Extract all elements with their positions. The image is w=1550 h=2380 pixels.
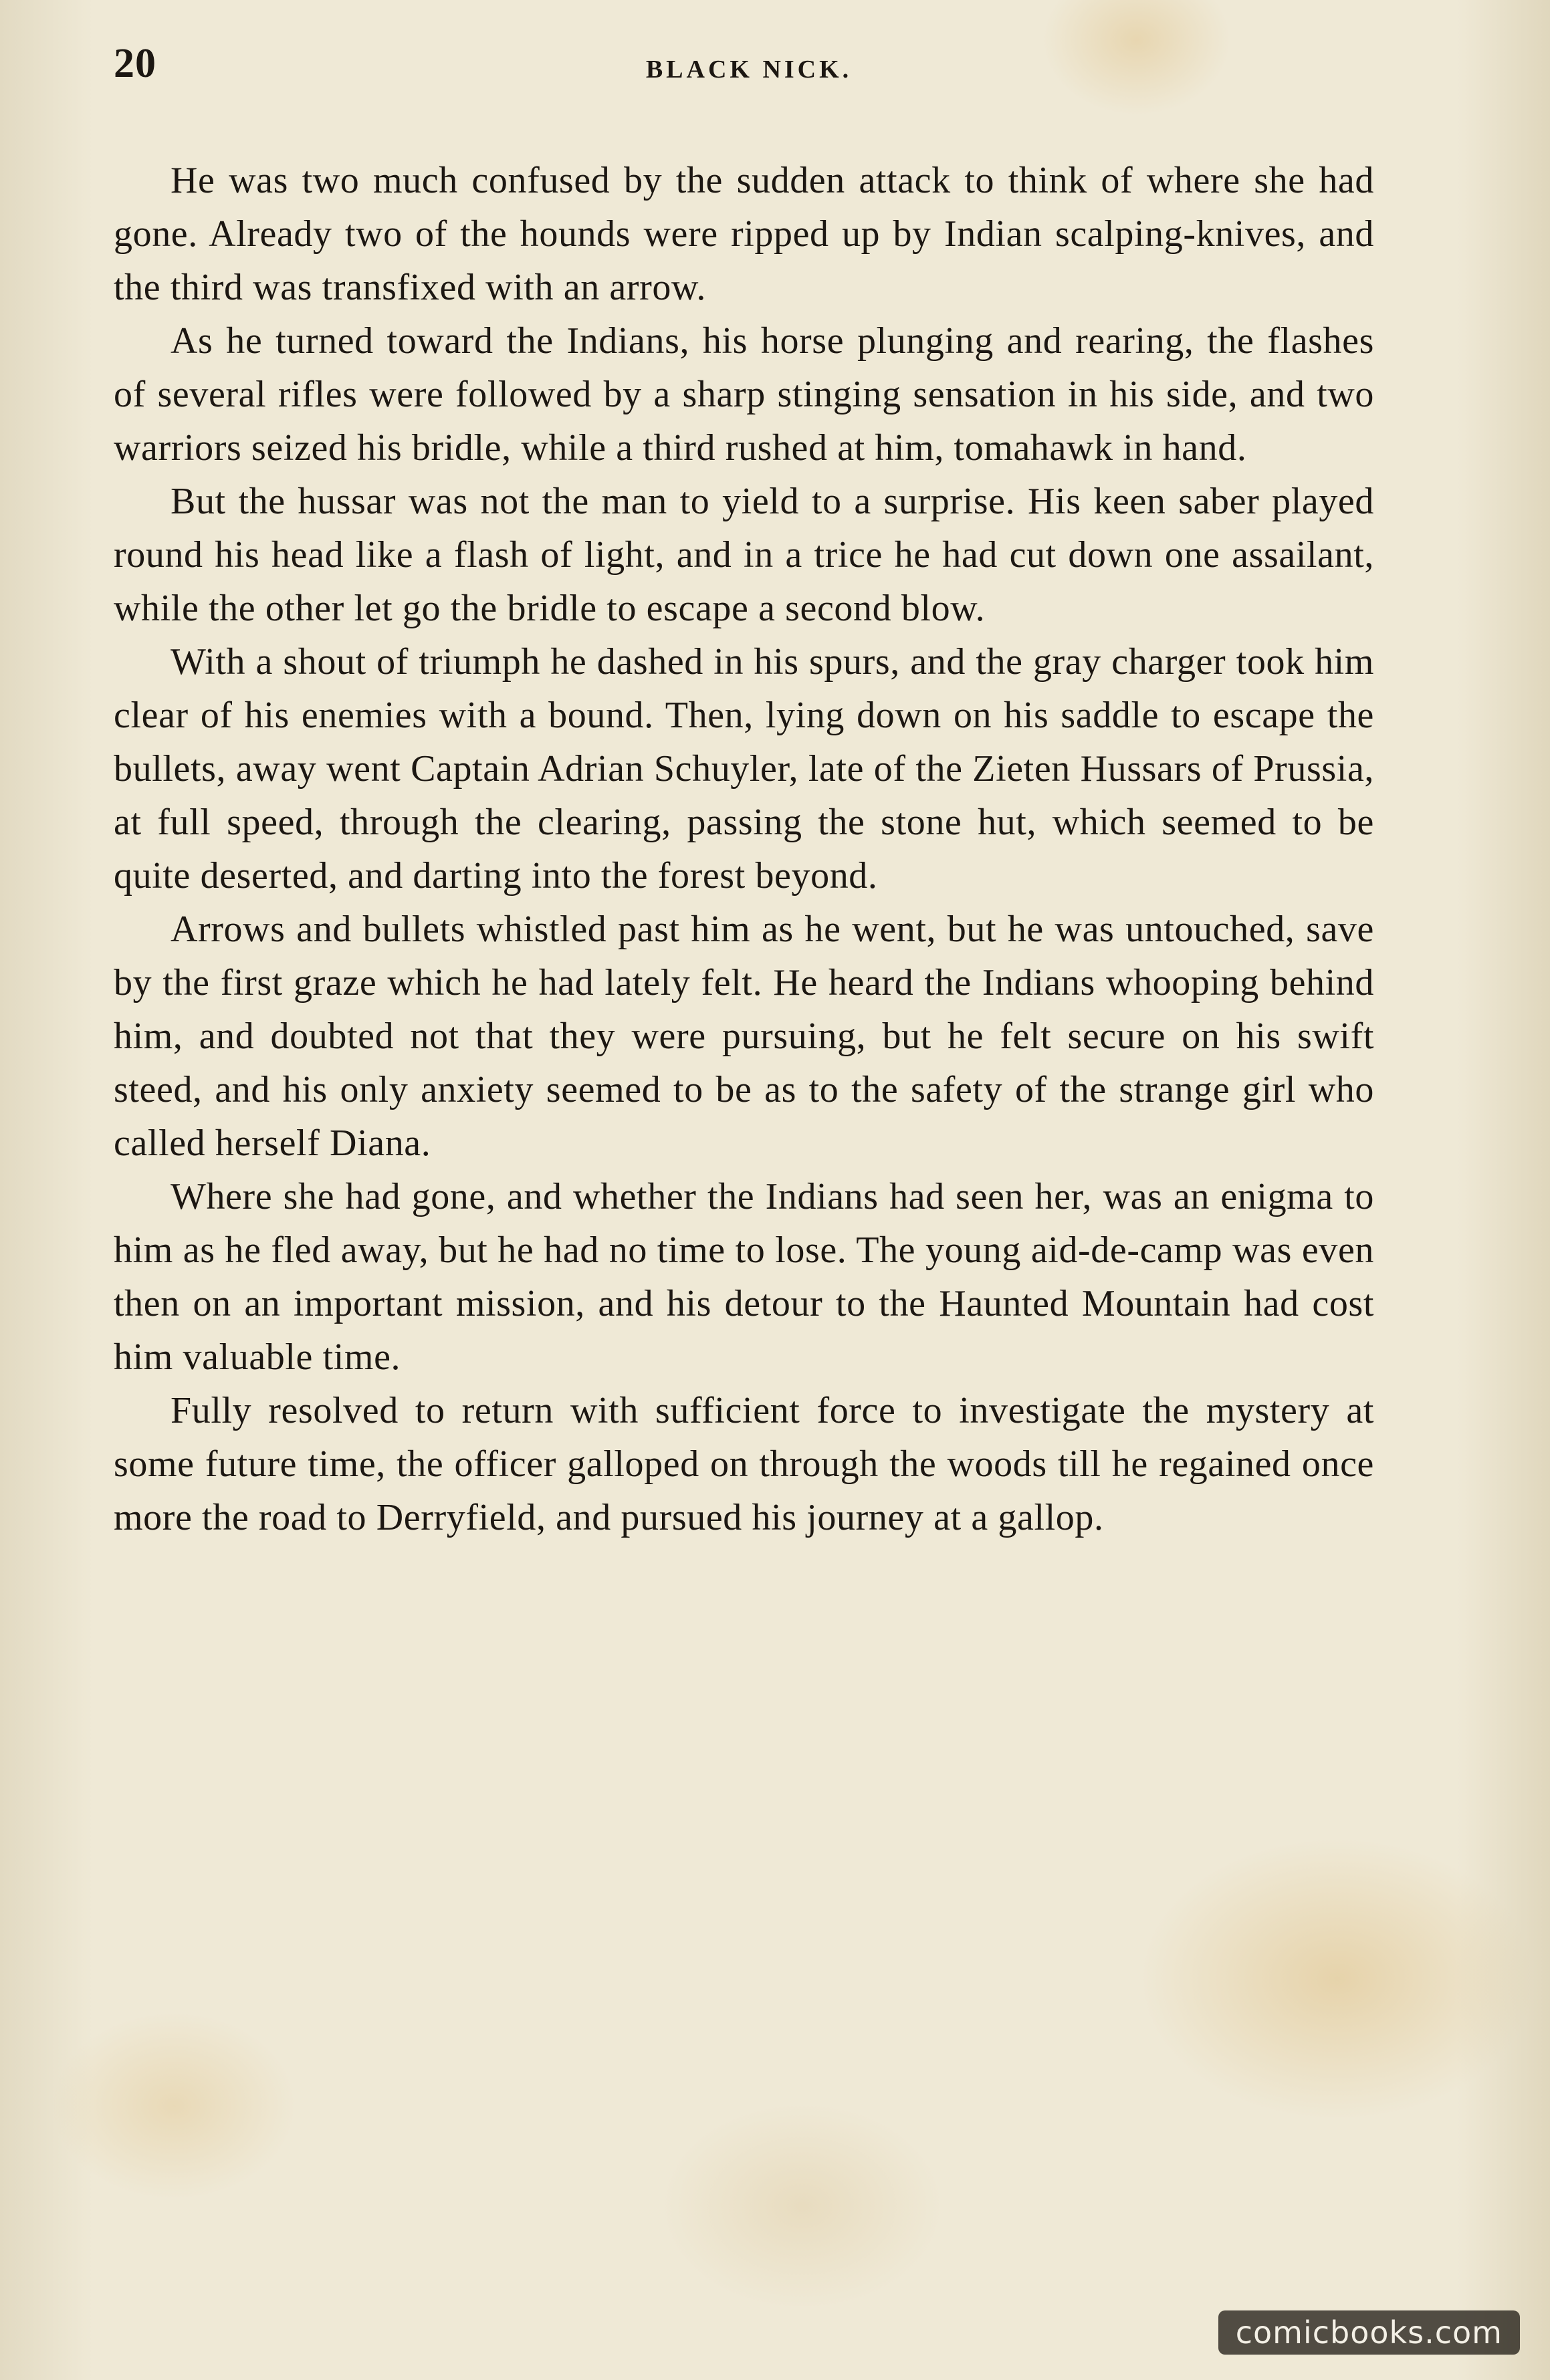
paragraph: He was two much confused by the sudden attack to think of where she had gone. Already two of the hounds were ripped up by Indian scalping-knives, and the third was transfixed with an arrow.: [114, 160, 1374, 308]
paragraph: With a shout of triumph he dashed in his spurs, and the gray charger took him clear of his enemies with a bound. Then, lying down on his saddle to escape the bullets, away went Captain Adrian Schuyler, late of the Zieten Hussars of Prussia, at full speed, through the clearing, passing the stone hut, which seemed to be quite deserted, and darting into the forest beyond.: [114, 641, 1374, 897]
paragraph: But the hussar was not the man to yield to a surprise. His keen saber played round his head like a flash of light, and in a trice he had cut down one assailant, while the other let go the bridle to escape a second blow.: [114, 481, 1374, 629]
page-header: [114, 40, 1384, 107]
paragraph: As he turned toward the Indians, his horse plunging and rearing, the flashes of several rifles were followed by a sharp stinging sensation in his side, and two warriors seized his bridle, while a third rushed at him, tomahawk in hand.: [114, 320, 1374, 469]
running-head: BLACK NICK.: [645, 55, 853, 84]
body-text: [114, 154, 1374, 1544]
page-number: 20: [114, 41, 156, 86]
watermark: comicbooks.com: [1218, 2310, 1520, 2355]
paragraph: Arrows and bullets whistled past him as he went, but he was untouched, save by the first graze which he had lately felt. He heard the Indians whooping behind him, and doubted not that they were pursuing, but he felt secure on his swift steed, and his only anxiety seemed to be as to the safety of the strange girl who called herself Diana.: [114, 909, 1374, 1164]
paragraph: Where she had gone, and whether the Indians had seen her, was an enigma to him as he fled away, but he had no time to lose. The young aid-de-camp was even then on an important mission, and his detour to the Haunted Mountain had cost him valuable time.: [114, 1176, 1374, 1378]
paragraph: Fully resolved to return with sufficient force to investigate the mystery at some future time, the officer galloped on through the woods till he regained once more the road to Derryfield, and pursued his journey at a gallop.: [114, 1390, 1374, 1538]
